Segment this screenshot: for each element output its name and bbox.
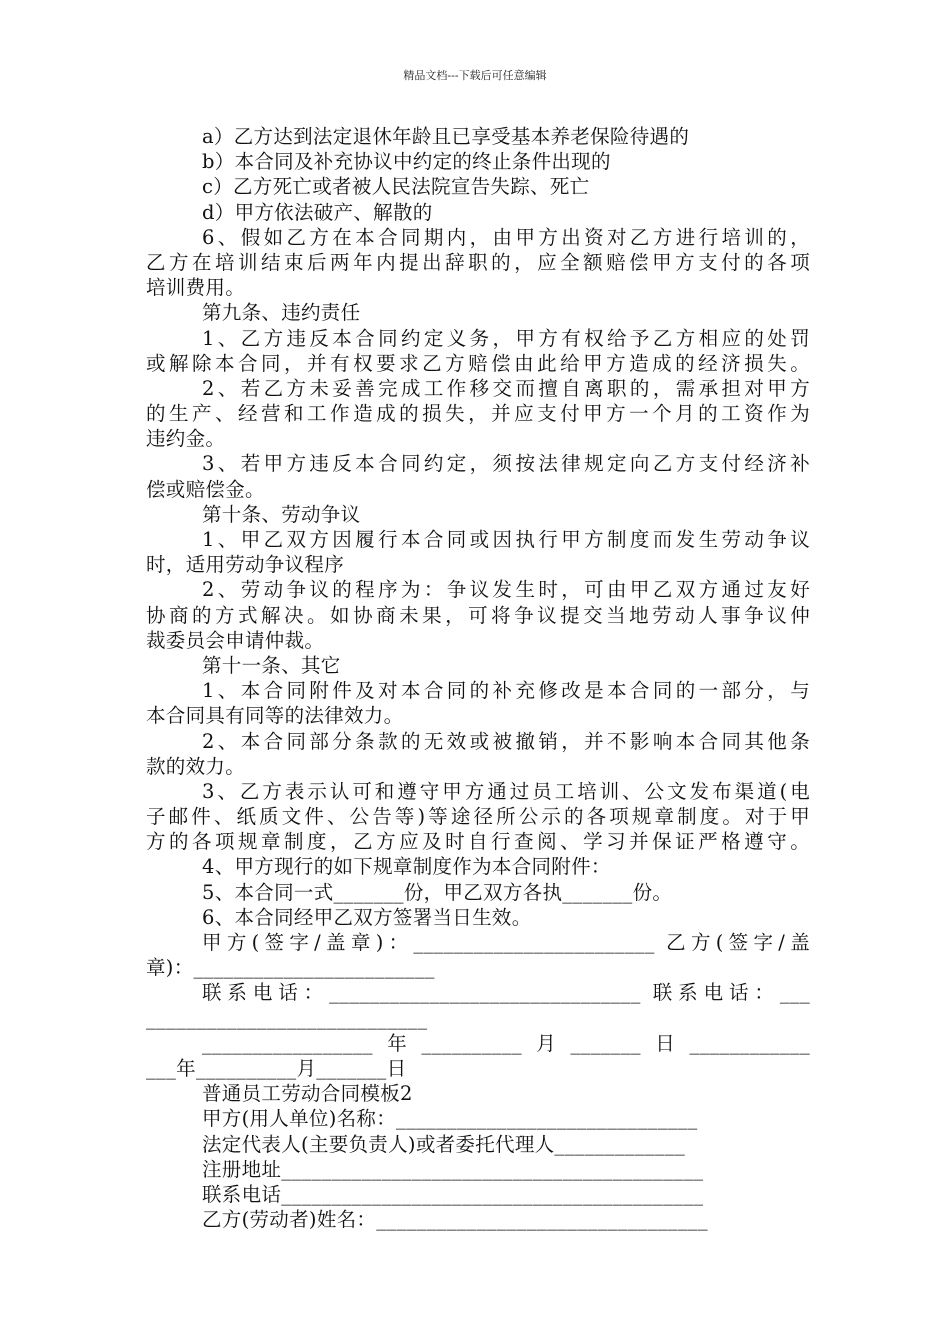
text-line: 联系电话：_______________________________ 联系电话：___ bbox=[202, 981, 810, 1005]
text-line: 2、本合同部分条款的无效或被撤销，并不影响本合同其他条 bbox=[202, 729, 810, 753]
text-line: 1、乙方违反本合同约定义务，甲方有权给予乙方相应的处罚 bbox=[202, 326, 810, 350]
text-line: 2、劳动争议的程序为：争议发生时，可由甲乙双方通过友好 bbox=[202, 578, 810, 602]
text-line: 注册地址__________________________________________ bbox=[202, 1157, 704, 1181]
text-line: 方的各项规章制度，乙方应及时自行查阅、学习并保证严格遵守。 bbox=[146, 830, 810, 854]
text-line: 1、本合同附件及对本合同的补充修改是本合同的一部分，与 bbox=[202, 679, 810, 703]
text-line: 裁委员会申请仲裁。 bbox=[146, 628, 325, 652]
text-line: 协商的方式解决。如协商未果，可将争议提交当地劳动人事争议仲 bbox=[146, 603, 810, 627]
text-line: 法定代表人(主要负责人)或者委托代理人_____________ bbox=[202, 1132, 686, 1156]
text-line: a）乙方达到法定退休年龄且已享受基本养老保险待遇的 bbox=[202, 125, 690, 148]
text-line: 偿或赔偿金。 bbox=[146, 477, 265, 501]
text-line: 违约金。 bbox=[146, 427, 226, 451]
text-line: 章)：________________________ bbox=[146, 956, 435, 980]
text-line: _________________年__________月_______日____________ bbox=[202, 1031, 810, 1055]
text-line: 第九条、违约责任 bbox=[202, 301, 361, 325]
text-line: 1、甲乙双方因履行本合同或因执行甲方制度而发生劳动争议 bbox=[202, 528, 810, 551]
page-header: 精品文档---下载后可任意编辑 bbox=[403, 69, 547, 82]
text-line: 乙方在培训结束后两年内提出辞职的，应全额赔偿甲方支付的各项 bbox=[146, 250, 810, 274]
text-line: 乙方(劳动者)姓名：_________________________________ bbox=[202, 1208, 708, 1232]
text-line: 甲方(用人单位)名称：______________________________ bbox=[202, 1107, 698, 1131]
document-body bbox=[146, 124, 810, 1232]
text-line: 甲方(签字/盖章)：________________________ 乙方(签字/盖 bbox=[202, 931, 810, 954]
text-line: 联系电话__________________________________________ bbox=[202, 1182, 704, 1206]
text-line: 2、若乙方未妥善完成工作移交而擅自离职的，需承担对甲方 bbox=[202, 376, 810, 400]
text-line: 本合同具有同等的法律效力。 bbox=[146, 704, 404, 728]
text-line: 第十一条、其它 bbox=[202, 653, 341, 677]
text-line: 时，适用劳动争议程序 bbox=[146, 553, 345, 577]
text-line: 3、乙方表示认可和遵守甲方通过员工培训、公文发布渠道(电 bbox=[202, 779, 810, 803]
text-line: ___年__________月_______日 bbox=[146, 1056, 407, 1080]
text-line: 子邮件、纸质文件、公告等)等途径所公示的各项规章制度。对于甲 bbox=[146, 805, 810, 829]
text-line: 6、本合同经甲乙双方签署当日生效。 bbox=[202, 905, 532, 929]
text-line: 或解除本合同，并有权要求乙方赔偿由此给甲方造成的经济损失。 bbox=[146, 351, 810, 375]
text-line: 第十条、劳动争议 bbox=[202, 502, 361, 526]
text-line: c）乙方死亡或者被人民法院宣告失踪、死亡 bbox=[202, 175, 590, 199]
text-line: 普通员工劳动合同模板2 bbox=[202, 1082, 413, 1106]
text-line: d）甲方依法破产、解散的 bbox=[202, 200, 433, 224]
text-line: 的生产、经营和工作造成的损失，并应支付甲方一个月的工资作为 bbox=[146, 402, 810, 426]
text-line: 4、甲方现行的如下规章制度作为本合同附件： bbox=[202, 855, 611, 879]
text-line: 3、若甲方违反本合同约定，须按法律规定向乙方支付经济补 bbox=[202, 452, 810, 476]
text-line: ____________________________ bbox=[146, 1006, 428, 1030]
text-line: 培训费用。 bbox=[146, 276, 246, 300]
text-line: 6、假如乙方在本合同期内，由甲方出资对乙方进行培训的， bbox=[202, 225, 810, 249]
text-line: 款的效力。 bbox=[146, 754, 246, 778]
text-line: 5、本合同一式_______份，甲乙双方各执_______份。 bbox=[202, 880, 673, 904]
text-line: b）本合同及补充协议中约定的终止条件出现的 bbox=[202, 150, 611, 174]
